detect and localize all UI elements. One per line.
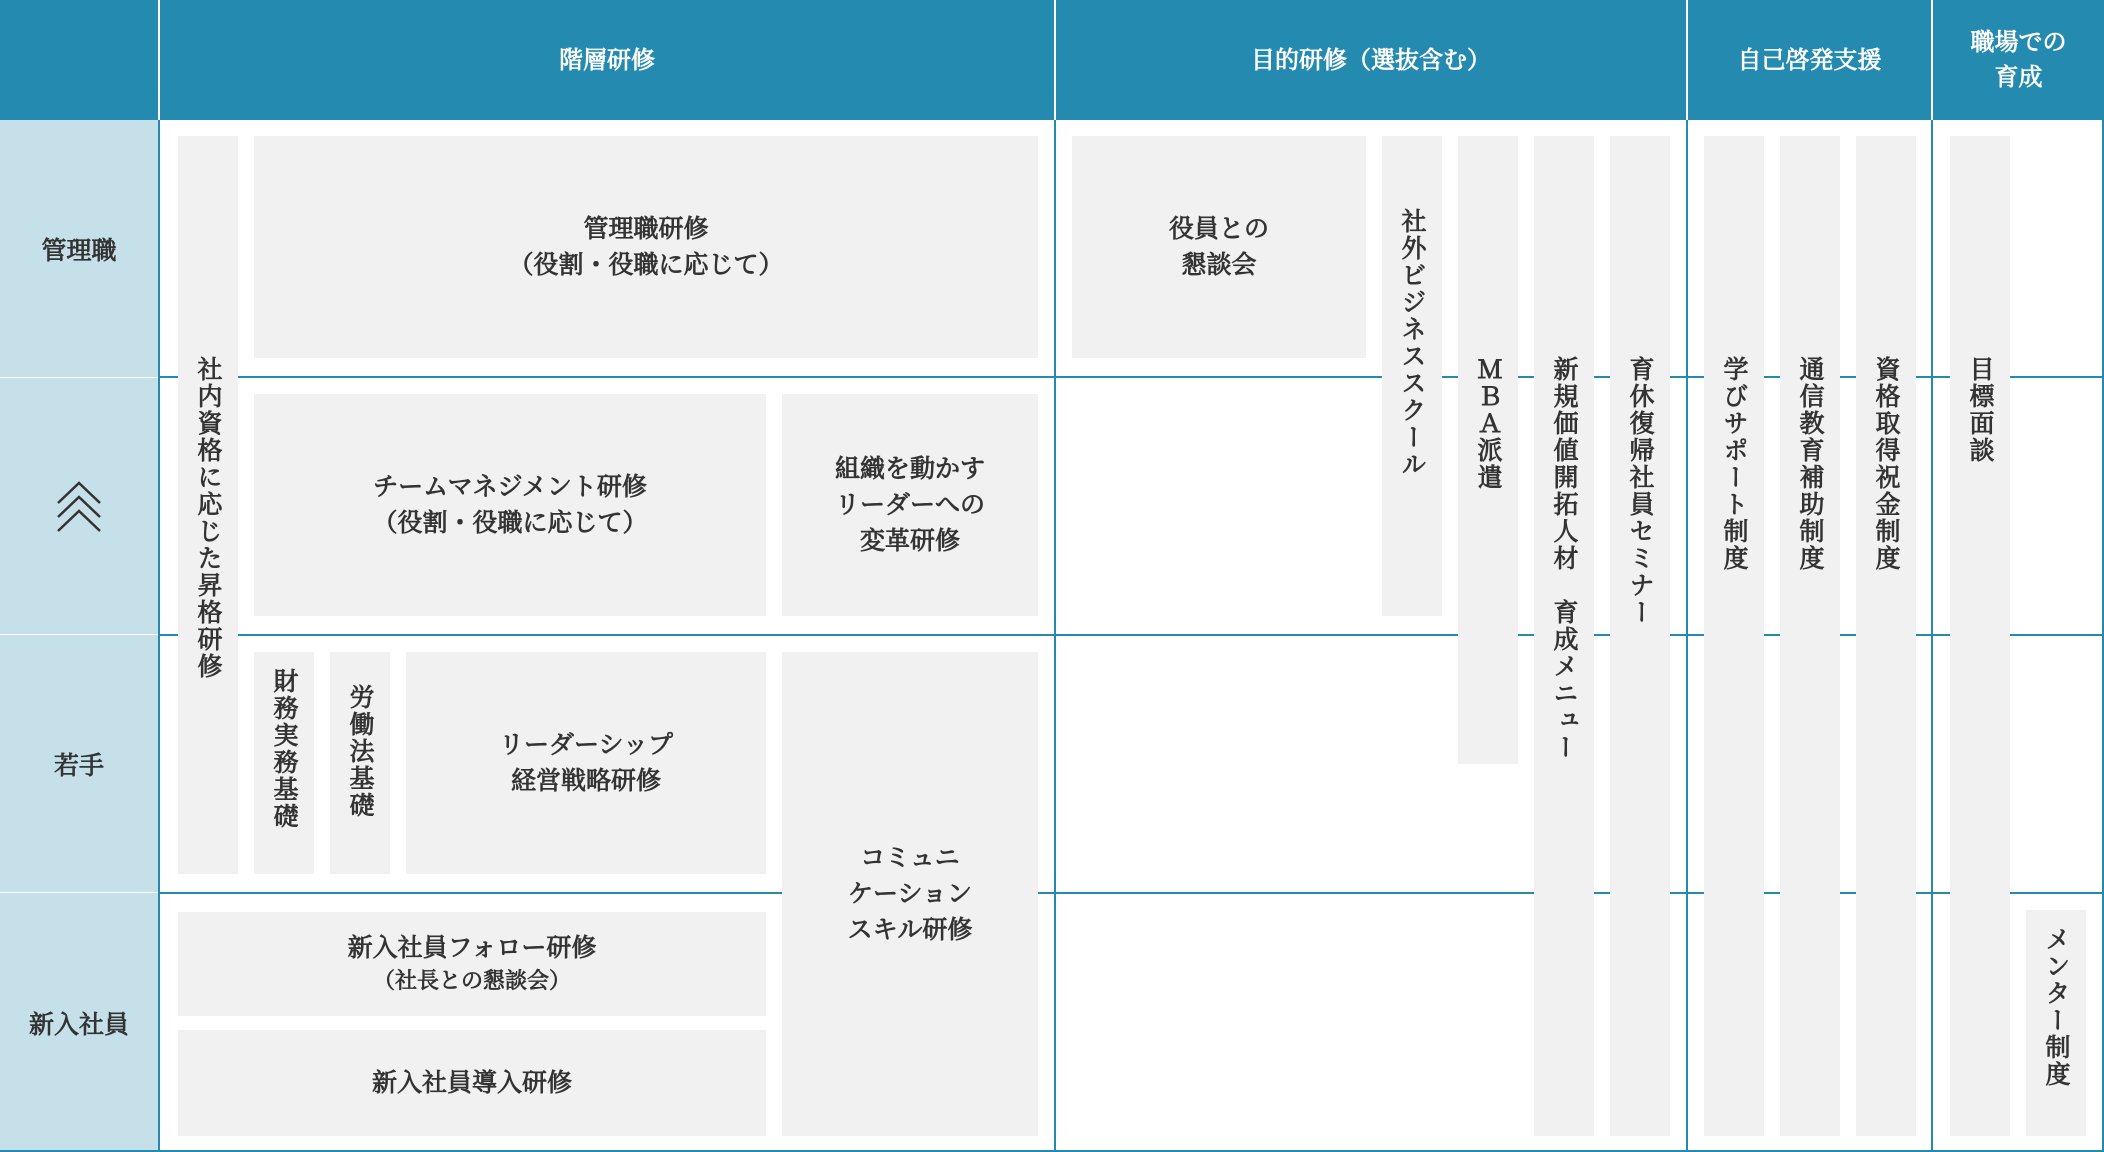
box-label: 新入社員フォロー研修 [347,932,597,962]
box-label-line: リーダーへの [834,489,985,519]
box-label: 労働法基礎 [346,684,375,819]
box-shinnyu-follow [178,912,766,1016]
grid-line-v [1686,120,1688,1152]
row-header-arrow [0,378,158,634]
box-label: 新規価値開拓人材 育成メニュー [1550,356,1579,761]
box-label: 社外ビジネススクール [1398,208,1427,478]
box-sublabel: （社長との懇談会） [372,969,571,995]
box-leadership-keiei [406,652,766,874]
box-shanai-shikaku-shokaku [178,136,238,874]
header-kaiso-kenshu: 階層研修 [160,0,1054,120]
box-tsushin-kyoiku [1780,136,1840,1136]
box-kanrishoku-kenshu [254,136,1038,358]
box-sublabel: （役割・役職に応じて） [372,508,648,537]
box-label: チームマネジメント研修 [373,471,647,501]
box-label: メンター制度 [2042,926,2071,1088]
box-label-line: 変革研修 [859,526,960,556]
box-roudouhou [330,652,390,874]
box-label: 社内資格に応じた昇格研修 [194,356,223,680]
box-label-line: ケーション [847,878,972,908]
grid-line-v [158,120,160,1152]
box-label: 目標面談 [1966,356,1995,464]
grid-line-v [1931,120,1933,1152]
box-label: 新入社員導入研修 [371,1067,572,1097]
box-label: 管理職研修 [583,213,709,243]
box-label-line: 懇談会 [1181,250,1257,279]
box-label-line: 経営戦略研修 [510,766,661,795]
box-label: ＭＢＡ派遣 [1474,356,1503,491]
box-label-line: リーダーシップ [498,729,673,759]
box-label: 学びサポート制度 [1720,356,1749,572]
box-label-line: 役員との [1168,213,1269,243]
box-label: 財務実務基礎 [270,668,299,830]
box-zaimu-jitsumu [254,652,314,874]
box-soshiki-henkaku [782,394,1038,616]
box-yakuin-kondankai [1072,136,1366,358]
row-header-wakate: 若手 [0,635,158,892]
box-label: 通信教育補助制度 [1796,356,1825,572]
chevron-up-double-icon [56,475,102,537]
box-ikukyu-fukki-seminar [1610,136,1670,1136]
box-communication-skill [782,652,1038,1136]
header-mokuteki-kenshu: 目的研修（選抜含む） [1056,0,1686,120]
row-header-kanrishoku: 管理職 [0,120,158,377]
grid-line-v [1054,120,1056,1152]
box-team-management [254,394,766,616]
box-label-line: 組織を動かす [834,453,985,483]
header-jiko-keihatsu: 自己啓発支援 [1688,0,1931,120]
box-manabi-support [1704,136,1764,1136]
box-label-line: コミュニ [860,842,960,872]
box-shinnyu-dounyu [178,1030,766,1136]
row-header-shinnyu: 新入社員 [0,893,158,1152]
box-shagai-business-school [1382,136,1442,616]
box-label: 資格取得祝金制度 [1872,356,1901,572]
box-mentor-seido [2026,910,2086,1136]
box-shikaku-shukukin [1856,136,1916,1136]
box-label: 育休復帰社員セミナー [1626,356,1655,626]
box-shinki-kachi-kaitaku [1534,136,1594,1136]
box-mokuhyo-mendan [1950,136,2010,1136]
header-corner [0,0,158,120]
box-mba-haken [1458,136,1518,764]
header-shokuba-ikusei: 職場での 育成 [1933,0,2104,120]
box-sublabel: （役割・役職に応じて） [508,250,784,279]
box-label-line: スキル研修 [847,915,973,945]
